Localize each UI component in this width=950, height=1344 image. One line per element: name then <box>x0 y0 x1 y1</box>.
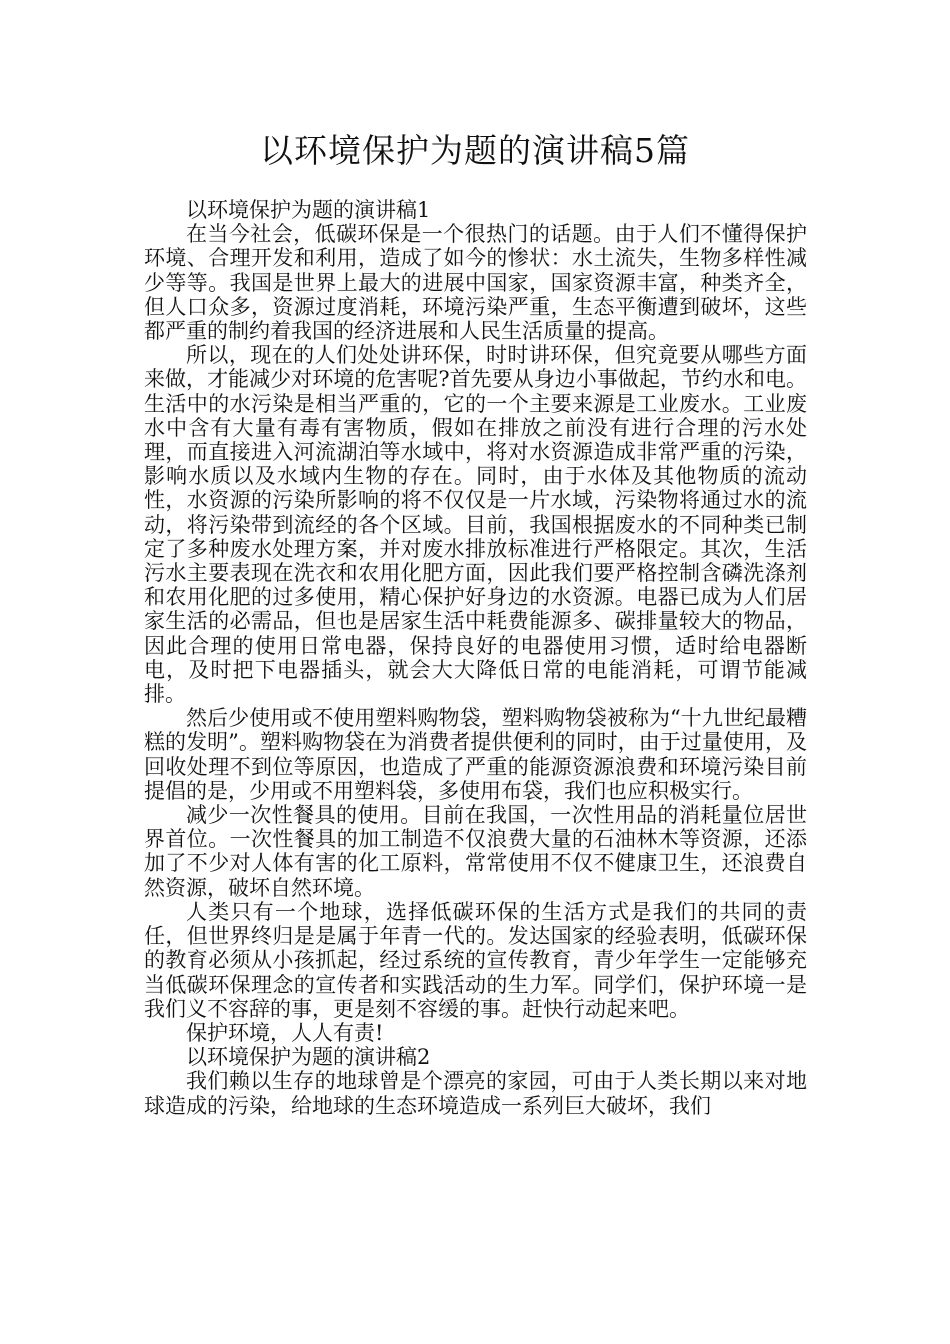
document-body <box>144 198 807 1118</box>
section-heading-1: 以环境保护为题的演讲稿1 <box>186 198 431 222</box>
paragraph: 人类只有一个地球，选择低碳环保的生活方式是我们的共同的责任，但世界终归是是属于年青一代的。发达国家的经验表明，低碳环保的教育必须从小孩抓起，经过系统的宣传教育，青少年学生一定能够充当低碳环保理念的宣传者和实践活动的生力军。同学们，保护环境一是我们义不容辞的事，更是刻不容缓的事。赶快行动起来吧。 <box>144 899 807 1021</box>
section-heading-2: 以环境保护为题的演讲稿2 <box>186 1045 431 1070</box>
paragraph: 在当今社会，低碳环保是一个很热门的话题。由于人们不懂得保护环境、合理开发和利用，造成了如今的惨状：水土流失，生物多样性减少等等。我国是世界上最大的进展中国家，国家资源丰富，种类齐全，但人口众多，资源过度消耗，环境污染严重，生态平衡遭到破坏，这些都严重的制约着我国的经济进展和人民生活质量的提高。 <box>144 222 807 344</box>
paragraph: 然后少使用或不使用塑料购物袋，塑料购物袋被称为“十九世纪最糟糕的发明”。塑料购物袋在为消费者提供便利的同时，由于过量使用，及回收处理不到位等原因，也造成了严重的能源资源浪费和环境污染目前提倡的是，少用或不用塑料袋，多使用布袋，我们也应积极实行。 <box>144 706 807 803</box>
document-title: 以环境保护为题的演讲稿5篇 <box>260 131 690 170</box>
paragraph: 减少一次性餐具的使用。目前在我国，一次性用品的消耗量位居世界首位。一次性餐具的加工制造不仅浪费大量的石油林木等资源，还添加了不少对人体有害的化工原料，常常使用不仅不健康卫生，还浪费自然资源，破坏自然环境。 <box>144 803 807 900</box>
paragraph: 我们赖以生存的地球曾是个漂亮的家园，可由于人类长期以来对地球造成的污染，给地球的生态环境造成一系列巨大破坏，我们 <box>144 1069 807 1118</box>
paragraph: 所以，现在的人们处处讲环保，时时讲环保，但究竟要从哪些方面来做，才能减少对环境的危害呢?首先要从身边小事做起，节约水和电。生活中的水污染是相当严重的，它的一个主要来源是工业废水。工业废水中含有大量有毒有害物质，假如在排放之前没有进行合理的污水处理，而直接进入河流湖泊等水域中，将对水资源造成非常严重的污染，影响水质以及水域内生物的存在。同时，由于水体及其他物质的流动性，水资源的污染所影响的将不仅仅是一片水域，污染物将通过水的流动，将污染带到流经的各个区域。目前，我国根据废水的不同种类已制定了多种废水处理方案，并对废水排放标准进行严格限定。其次，生活污水主要表现在洗衣和农用化肥方面，因此我们要严格控制含磷洗涤剂和农用化肥的过多使用，精心保护好身边的水资源。电器已成为人们居家生活的必需品，但也是居家生活中耗费能源多、碳排量较大的物品，因此合理的使用日常电器，保持良好的电器使用习惯，适时给电器断电，及时把下电器插头，就会大大降低日常的电能消耗，可谓节能减排。 <box>144 343 807 707</box>
paragraph: 保护环境，人人有责! <box>186 1020 384 1045</box>
